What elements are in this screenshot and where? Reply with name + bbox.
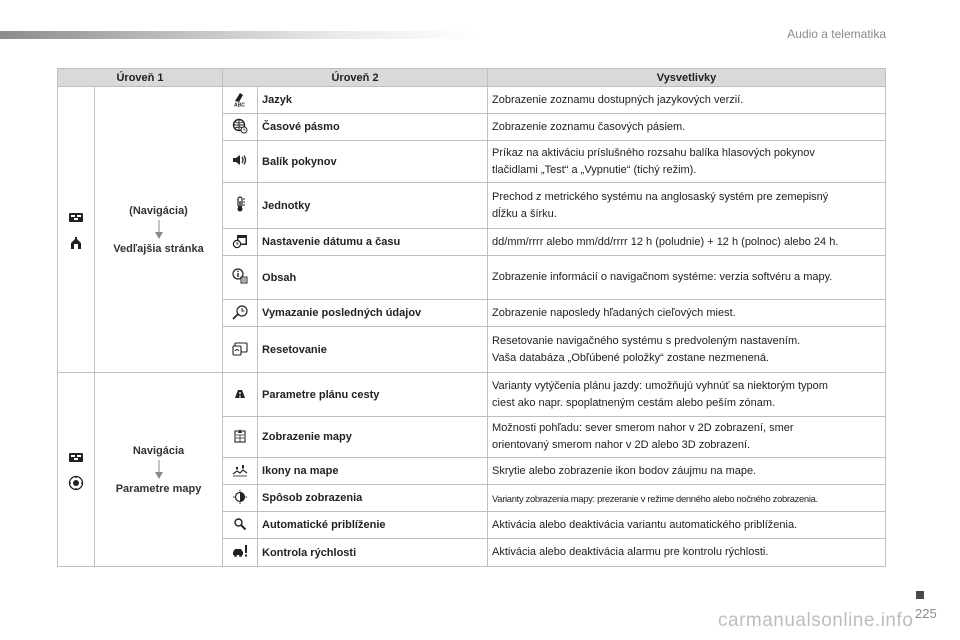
row-name: Balík pokynov — [258, 141, 488, 183]
row-description: Resetovanie navigačného systému s predvoleným nastavením. Vaša databáza „Obľúbené položky“ zostane nezmenená. — [488, 327, 886, 373]
date-time-calendar-icon — [232, 233, 248, 249]
time-zone-globe-icon — [232, 118, 248, 134]
navigation-menu-icon — [68, 209, 84, 225]
level1-label-top: (Navigácia) — [129, 204, 188, 217]
secondary-page-icon — [68, 235, 84, 251]
row-description: Varianty vytýčenia plánu jazdy: umožňujú vyhnúť sa niektorým typom ciest ako napr. spoplatneným cestám alebo peším zónam. — [488, 373, 886, 417]
route-planning-icon — [232, 385, 248, 401]
row-name: Jazyk — [258, 87, 488, 114]
level1-label-bottom: Parametre mapy — [115, 482, 202, 495]
row-description: Zobrazenie naposledy hľadaných cieľových miest. — [488, 300, 886, 327]
row-name: Resetovanie — [258, 327, 488, 373]
header-level1: Úroveň 1 — [58, 69, 223, 87]
header-explanations: Vysvetlivky — [488, 69, 886, 87]
watermark: carmanualsonline.info — [718, 610, 914, 631]
map-settings-icon — [68, 475, 84, 491]
row-icon-cell — [223, 229, 258, 256]
arrow-down-icon — [154, 220, 164, 240]
row-description: Skrytie alebo zobrazenie ikon bodov záujmu na mape. — [488, 458, 886, 485]
row-description: Možnosti pohľadu: sever smerom nahor v 2D zobrazení, smer orientovaný smerom nahor v 2D alebo 3D zobrazení. — [488, 417, 886, 458]
speed-alert-icon — [232, 543, 248, 559]
row-name: Zobrazenie mapy — [258, 417, 488, 458]
row-description: Príkaz na aktiváciu príslušného rozsahu balíka hlasových pokynov tlačidlami „Test“ a „Vypnutie“ (tichý režim). — [488, 141, 886, 183]
row-name: Časové pásmo — [258, 114, 488, 141]
row-name: Ikony na mape — [258, 458, 488, 485]
row-description: Zobrazenie zoznamu časových pásiem. — [488, 114, 886, 141]
header-level2: Úroveň 2 — [223, 69, 488, 87]
level1-icons-cell — [58, 373, 95, 567]
row-icon-cell — [223, 183, 258, 229]
row-icon-cell — [223, 417, 258, 458]
level1-label-cell — [95, 87, 223, 373]
svg-text:ABC: ABC — [234, 102, 245, 107]
page-number: 225 — [915, 606, 937, 621]
row-name: Automatické priblíženie — [258, 512, 488, 539]
level1-label-bottom: Vedľajšia stránka — [113, 242, 204, 255]
voice-speaker-icon — [232, 152, 248, 168]
row-icon-cell — [223, 114, 258, 141]
map-view-icon — [232, 428, 248, 444]
table-row — [58, 373, 886, 417]
row-icon-cell — [223, 327, 258, 373]
header-gradient-bar — [0, 31, 480, 39]
row-description: Aktivácia alebo deaktivácia variantu automatického priblíženia. — [488, 512, 886, 539]
settings-table — [57, 68, 886, 567]
row-description: Prechod z metrického systému na anglosaský systém pre zemepisný dĺžku a šírku. — [488, 183, 886, 229]
row-name: Kontrola rýchlosti — [258, 539, 488, 567]
page-marker — [916, 591, 924, 599]
row-icon-cell — [223, 87, 258, 114]
row-name: Vymazanie posledných údajov — [258, 300, 488, 327]
row-icon-cell — [223, 141, 258, 183]
row-icon-cell — [223, 539, 258, 567]
row-name: Spôsob zobrazenia — [258, 485, 488, 512]
navigation-menu-icon — [68, 449, 84, 465]
reset-icon — [232, 340, 248, 356]
row-name: Nastavenie dátumu a času — [258, 229, 488, 256]
level1-label-top: Navigácia — [132, 444, 185, 457]
row-name: Obsah — [258, 256, 488, 300]
row-description: Aktivácia alebo deaktivácia alarmu pre kontrolu rýchlosti. — [488, 539, 886, 567]
level1-icons-cell — [58, 87, 95, 373]
row-icon-cell — [223, 512, 258, 539]
language-abc-icon — [232, 91, 248, 107]
row-description: Zobrazenie informácií o navigačnom systéme: verzia softvéru a mapy. — [488, 256, 886, 300]
row-description: Varianty zobrazenia mapy: prezeranie v režime denného alebo nočného zobrazenia. — [488, 485, 886, 512]
row-description: Zobrazenie zoznamu dostupných jazykových verzií. — [488, 87, 886, 114]
row-icon-cell — [223, 458, 258, 485]
level1-label-cell — [95, 373, 223, 567]
clear-history-icon — [232, 304, 248, 320]
row-description: dd/mm/rrrr alebo mm/dd/rrrr 12 h (poludnie) + 12 h (polnoc) alebo 24 h. — [488, 229, 886, 256]
row-name: Parametre plánu cesty — [258, 373, 488, 417]
row-icon-cell — [223, 485, 258, 512]
row-icon-cell — [223, 256, 258, 300]
row-name: Jednotky — [258, 183, 488, 229]
info-icon — [232, 268, 248, 284]
table-row — [58, 87, 886, 114]
table-header-row — [58, 69, 886, 87]
section-title: Audio a telematika — [787, 27, 886, 41]
map-poi-icon — [232, 462, 248, 478]
row-icon-cell — [223, 373, 258, 417]
arrow-down-icon — [154, 460, 164, 480]
day-night-mode-icon — [232, 489, 248, 505]
units-thermometer-icon — [232, 196, 248, 212]
row-icon-cell — [223, 300, 258, 327]
auto-zoom-icon — [232, 516, 248, 532]
